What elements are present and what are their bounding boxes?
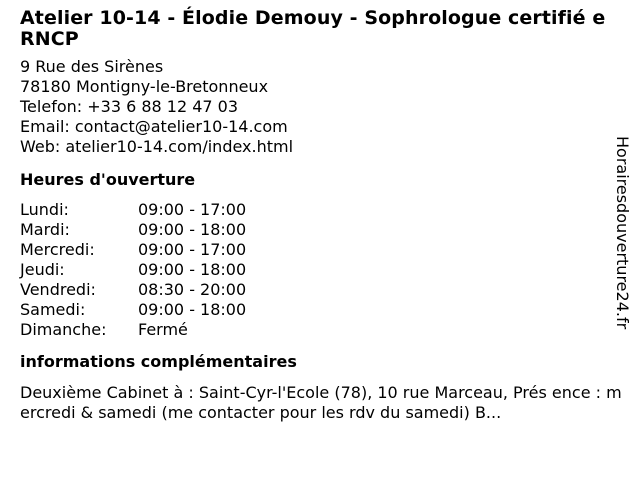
address-city: 78180 Montigny-le-Bretonneux <box>20 77 269 96</box>
phone-number: Telefon: +33 6 88 12 47 03 <box>20 97 239 116</box>
hours-time: 09:00 - 18:00 <box>138 220 247 239</box>
hours-day: Dimanche: <box>20 320 107 339</box>
info-text: Deuxième Cabinet à : Saint-Cyr-l'Ecole (78), 10 rue Marceau, Prés ence : mercredi & samedi (me contacter pour les rdv du samedi) B... <box>20 383 622 422</box>
hours-day: Mardi: <box>20 220 70 239</box>
business-title: Atelier 10-14 - Élodie Demouy - Sophrologue certifié e RNCP <box>20 7 606 50</box>
hours-row <box>20 260 246 280</box>
info-heading: informations complémentaires <box>20 352 297 371</box>
contact-block <box>20 57 615 157</box>
hours-day: Mercredi: <box>20 240 95 259</box>
hours-time: Fermé <box>138 320 188 339</box>
hours-time: 09:00 - 18:00 <box>138 300 247 319</box>
hours-row <box>20 280 246 300</box>
business-card <box>20 7 622 423</box>
watermark-text: Horairesdouverture24.fr <box>613 136 632 330</box>
website-url: Web: atelier10-14.com/index.html <box>20 137 294 156</box>
hours-row <box>20 300 246 320</box>
address-street: 9 Rue des Sirènes <box>20 57 164 76</box>
hours-day: Jeudi: <box>20 260 65 279</box>
hours-row <box>20 240 246 260</box>
hours-time: 09:00 - 17:00 <box>138 200 247 219</box>
hours-time: 09:00 - 18:00 <box>138 260 247 279</box>
hours-time: 09:00 - 17:00 <box>138 240 247 259</box>
hours-time: 08:30 - 20:00 <box>138 280 247 299</box>
hours-row <box>20 320 246 340</box>
hours-heading: Heures d'ouverture <box>20 170 196 189</box>
email-address: Email: contact@atelier10-14.com <box>20 117 288 136</box>
hours-table <box>20 200 246 340</box>
hours-day: Vendredi: <box>20 280 96 299</box>
hours-row <box>20 220 246 240</box>
hours-row <box>20 200 246 220</box>
hours-day: Samedi: <box>20 300 86 319</box>
hours-day: Lundi: <box>20 200 69 219</box>
